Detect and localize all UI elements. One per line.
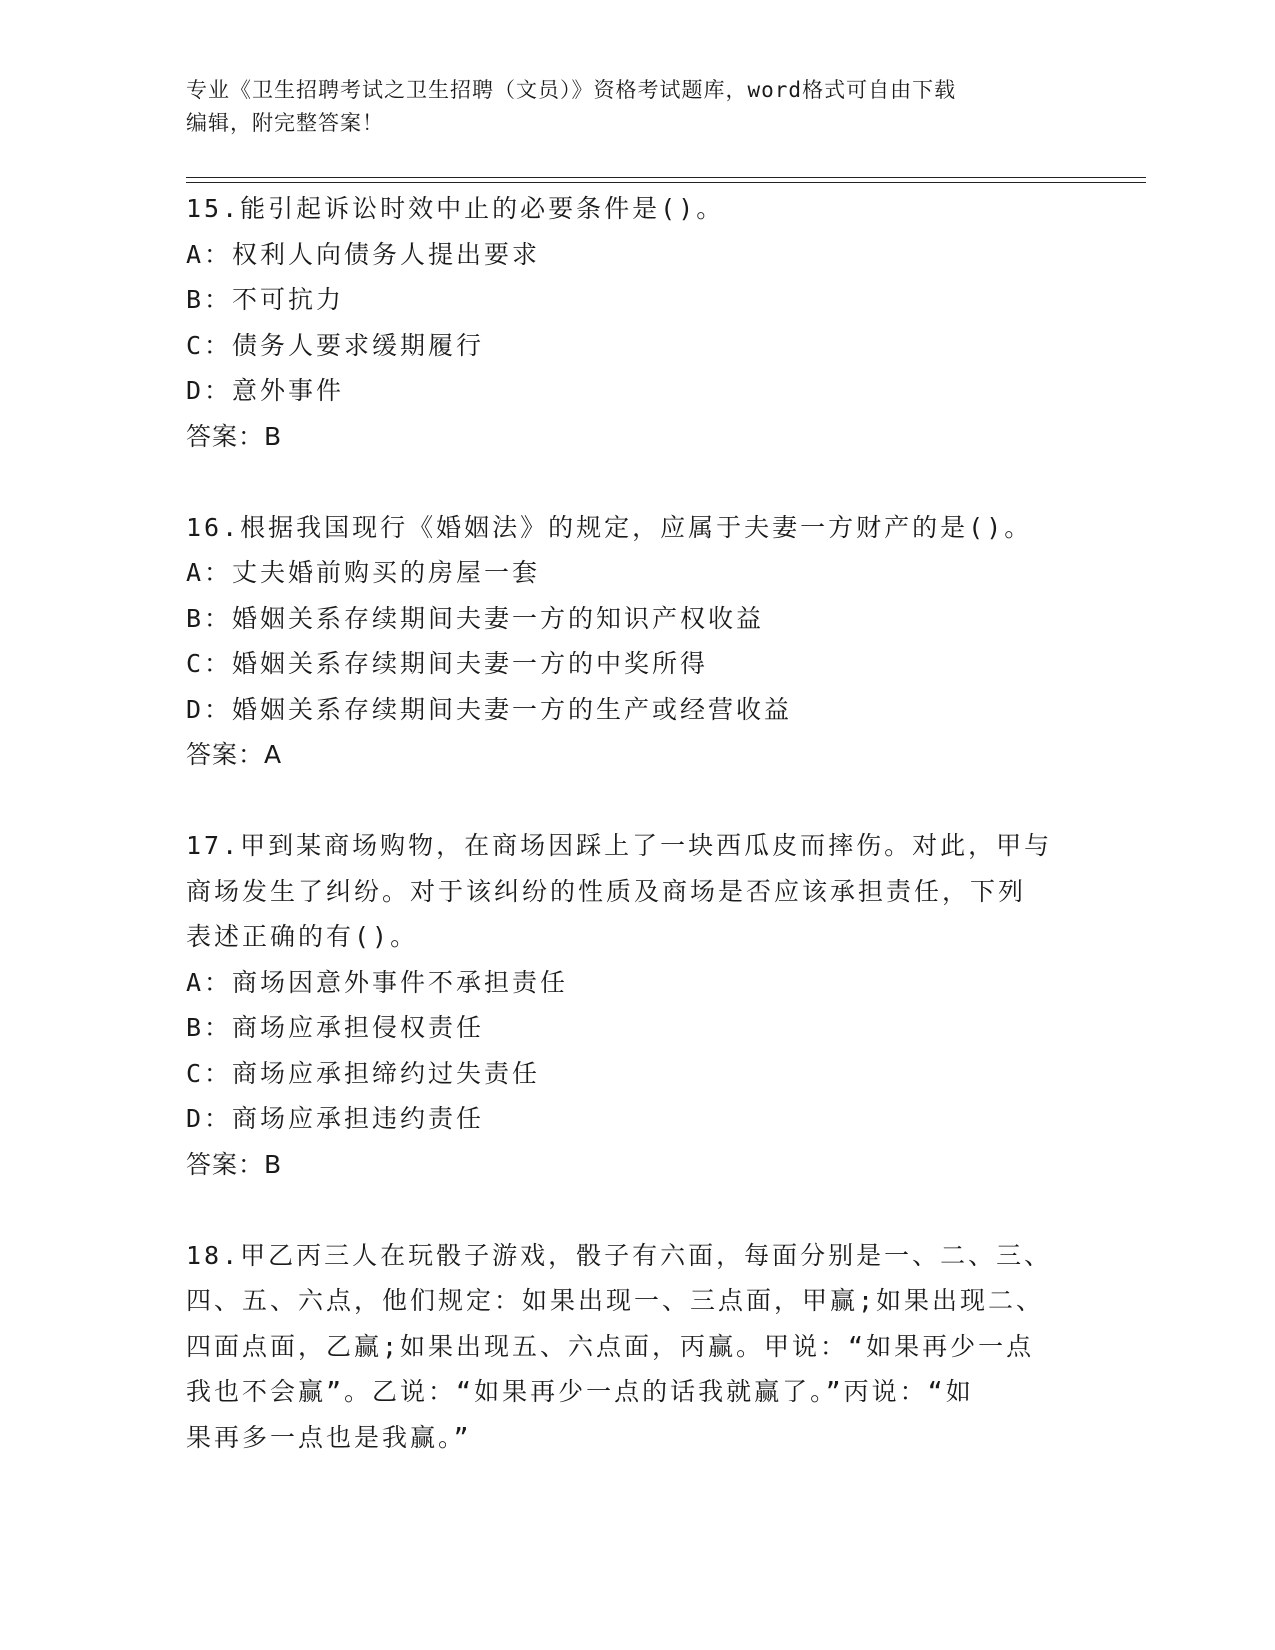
option-c: C：债务人要求缓期履行 (186, 330, 485, 360)
header-line-1: 专业《卫生招聘考试之卫生招聘（文员）》资格考试题库，word格式可自由下载 (186, 78, 957, 102)
spacer (186, 1187, 1086, 1233)
header-line-2: 编辑，附完整答案！ (186, 111, 384, 135)
option-a: A：权利人向债务人提出要求 (186, 239, 541, 269)
question-18 (186, 1233, 1086, 1461)
spacer (186, 459, 1086, 505)
option-c: C：婚姻关系存续期间夫妻一方的中奖所得 (186, 649, 709, 678)
question-text-line-1: 18.甲乙丙三人在玩骰子游戏，骰子有六面，每面分别是一、二、三、 (186, 1240, 1053, 1270)
question-text-line-3: 四面点面，乙赢;如果出现五、六点面，丙赢。甲说：“如果再少一点 (186, 1331, 1035, 1361)
option-b: B：婚姻关系存续期间夫妻一方的知识产权收益 (186, 603, 765, 633)
option-d: D：商场应承担违约责任 (186, 1104, 485, 1133)
question-text-line-4: 我也不会赢”。乙说：“如果再少一点的话我就赢了。”丙说：“如 (186, 1377, 974, 1406)
question-text-line-2: 商场发生了纠纷。对于该纠纷的性质及商场是否应该承担责任，下列 (186, 876, 1027, 906)
spacer (186, 778, 1086, 824)
option-b: B：商场应承担侵权责任 (186, 1013, 485, 1042)
question-16 (186, 505, 1086, 778)
option-d: D：婚姻关系存续期间夫妻一方的生产或经营收益 (186, 694, 793, 724)
header-divider-bottom (186, 182, 1146, 183)
option-a: A：商场因意外事件不承担责任 (186, 967, 569, 997)
document-header (186, 74, 1086, 140)
question-15 (186, 186, 1086, 459)
question-text-line-5: 果再多一点也是我赢。” (186, 1422, 472, 1452)
header-divider-top (186, 177, 1146, 178)
question-text-line-2: 四、五、六点，他们规定：如果出现一、三点面，甲赢;如果出现二、 (186, 1286, 1045, 1315)
question-text: 15.能引起诉讼时效中止的必要条件是()。 (186, 194, 725, 223)
question-17 (186, 823, 1086, 1187)
option-b: B：不可抗力 (186, 285, 345, 314)
answer: 答案：B (186, 421, 283, 451)
question-list (186, 186, 1086, 1460)
answer: 答案：A (186, 740, 283, 769)
option-c: C：商场应承担缔约过失责任 (186, 1058, 541, 1088)
option-d: D：意外事件 (186, 376, 345, 405)
option-a: A：丈夫婚前购买的房屋一套 (186, 558, 541, 587)
question-text: 16.根据我国现行《婚姻法》的规定，应属于夫妻一方财产的是()。 (186, 512, 1033, 542)
question-text-line-1: 17.甲到某商场购物，在商场因踩上了一块西瓜皮而摔伤。对此，甲与 (186, 831, 1053, 860)
answer: 答案：B (186, 1149, 283, 1179)
question-text-line-3: 表述正确的有()。 (186, 922, 419, 951)
